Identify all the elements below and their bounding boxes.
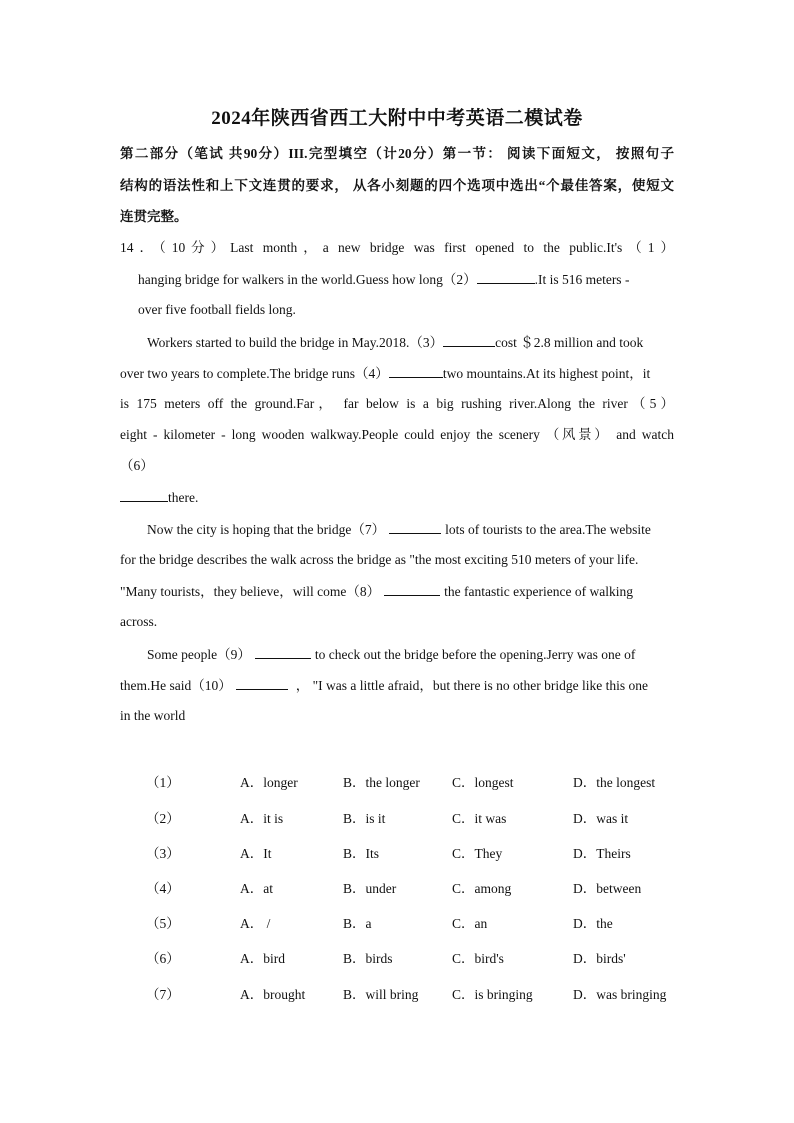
passage-text: over two years to complete.The bridge runs（4）: [120, 366, 389, 381]
passage-line: [147, 520, 674, 539]
passage-line: is 175 meters off the ground.Far， far below is a big rushing river.Along the river（5）: [120, 396, 674, 411]
passage-text: there.: [168, 490, 199, 505]
option-b[interactable]: B．is it: [343, 811, 386, 826]
option-d[interactable]: D．was it: [573, 811, 629, 826]
option-number: （2）: [146, 811, 180, 826]
option-d[interactable]: D．between: [573, 881, 642, 896]
option-c[interactable]: C．They: [452, 846, 503, 861]
option-d[interactable]: D．was bringing: [573, 987, 667, 1002]
passage-line: [120, 488, 674, 507]
option-a[interactable]: A．it is: [240, 811, 284, 826]
option-number: （4）: [146, 881, 180, 896]
passage-text: the fantastic experience of walking: [444, 584, 634, 599]
blank-8[interactable]: [384, 582, 440, 596]
option-a[interactable]: A．longer: [240, 775, 298, 790]
passage-line: [138, 270, 674, 289]
option-a[interactable]: A．bird: [240, 951, 285, 966]
passage-line: [120, 676, 674, 695]
option-c[interactable]: C．bird's: [452, 951, 504, 966]
option-d[interactable]: D．the longest: [573, 775, 656, 790]
option-number: （3）: [146, 846, 180, 861]
passage-text: lots of tourists to the area.The website: [445, 522, 651, 537]
option-c[interactable]: C．among: [452, 881, 512, 896]
option-row-1: [0, 771, 794, 791]
option-a[interactable]: A． /: [240, 916, 271, 931]
blank-9[interactable]: [255, 645, 311, 659]
option-b[interactable]: B．a: [343, 916, 372, 931]
option-a[interactable]: A．It: [240, 846, 272, 861]
passage-line: in the world: [120, 708, 186, 723]
instructions-line-3: 连贯完整。: [120, 209, 188, 224]
option-row-7: [0, 983, 794, 1003]
passage-line: [120, 582, 674, 601]
instructions-line-1: 第二部分（笔试 共90分）III.完型填空（计20分）第一节： 阅读下面短文， 按照句子: [120, 146, 674, 161]
passage-line: 14．（10分）Last month，a new bridge was first opened to the public.It's（1）: [120, 240, 674, 255]
passage-text: to check out the bridge before the opening.Jerry was one of: [314, 647, 636, 662]
option-d[interactable]: D．birds': [573, 951, 626, 966]
passage-text: .It is 516 meters -: [534, 272, 630, 287]
blank-7[interactable]: [389, 520, 441, 534]
option-row-4: [0, 877, 794, 897]
blank-10[interactable]: [236, 676, 288, 690]
passage-line: [120, 364, 674, 383]
option-b[interactable]: B．Its: [343, 846, 380, 861]
option-c[interactable]: C．longest: [452, 775, 514, 790]
option-b[interactable]: B．will bring: [343, 987, 419, 1002]
passage-text: hanging bridge for walkers in the world.Guess how long（2）: [138, 272, 477, 287]
option-c[interactable]: C．an: [452, 916, 488, 931]
option-row-2: [0, 807, 794, 827]
passage-line: across.: [120, 614, 158, 629]
passage-line: [147, 333, 674, 352]
option-a[interactable]: A．brought: [240, 987, 306, 1002]
blank-4[interactable]: [389, 364, 443, 378]
option-c[interactable]: C．it was: [452, 811, 507, 826]
passage-line: （6）: [120, 458, 154, 473]
passage-text: ， "I was a little afraid，but there is no other bridge like this one: [295, 678, 649, 693]
passage-line: [147, 645, 674, 664]
option-row-5: [0, 912, 794, 932]
passage-text: them.He said（10）: [120, 678, 232, 693]
option-b[interactable]: B．birds: [343, 951, 393, 966]
blank-6[interactable]: [120, 488, 168, 502]
option-d[interactable]: D．Theirs: [573, 846, 631, 861]
option-d[interactable]: D．the: [573, 916, 613, 931]
passage-text: two mountains.At its highest point，it: [442, 366, 651, 381]
passage-text: "Many tourists，they believe，will come（8）: [120, 584, 381, 599]
blank-2[interactable]: [477, 270, 535, 284]
passage-line: for the bridge describes the walk across the bridge as "the most exciting 510 meters of your life.: [120, 552, 639, 567]
option-a[interactable]: A．at: [240, 881, 273, 896]
blank-3[interactable]: [443, 333, 495, 347]
option-c[interactable]: C．is bringing: [452, 987, 533, 1002]
option-row-6: [0, 947, 794, 967]
passage-text: Now the city is hoping that the bridge（7）: [147, 522, 386, 537]
option-b[interactable]: B．the longer: [343, 775, 420, 790]
page-title: 2024年陕西省西工大附中中考英语二模试卷: [211, 108, 583, 129]
option-row-3: [0, 842, 794, 862]
option-b[interactable]: B．under: [343, 881, 397, 896]
option-number: （6）: [146, 951, 180, 966]
option-number: （7）: [146, 987, 180, 1002]
passage-text: cost ＄2.8 million and took: [495, 335, 644, 350]
option-number: （1）: [146, 775, 180, 790]
passage-text: Workers started to build the bridge in May.2018.（3）: [147, 335, 444, 350]
instructions-line-2: 结构的语法性和上下文连贯的要求， 从各小刻题的四个选项中选出“个最佳答案，使短文: [120, 178, 674, 193]
option-number: （5）: [146, 916, 180, 931]
passage-text: Some people（9）: [147, 647, 251, 662]
passage-line: eight - kilometer - long wooden walkway.People could enjoy the scenery （风景） and watch: [120, 427, 674, 442]
passage-line: over five football fields long.: [138, 302, 296, 317]
